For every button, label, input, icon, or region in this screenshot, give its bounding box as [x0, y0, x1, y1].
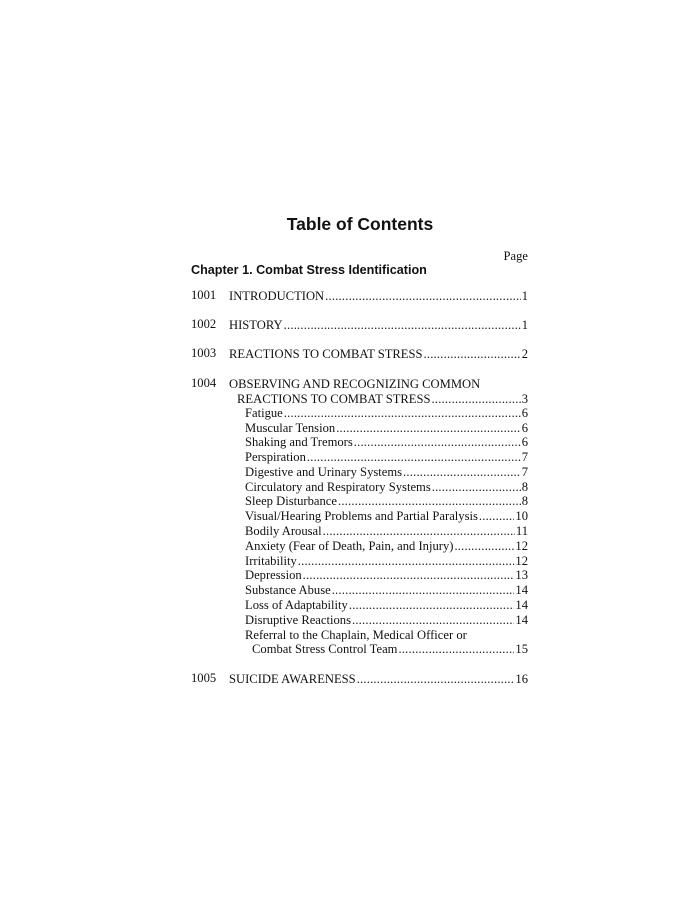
page-number: 8: [521, 494, 528, 508]
page-number: 10: [515, 509, 528, 523]
dot-leader: [303, 567, 515, 583]
entry-label-line2: REACTIONS TO COMBAT STRESS: [237, 392, 431, 406]
entry-label: REACTIONS TO COMBAT STRESS: [229, 347, 423, 361]
entry-label: SUICIDE AWARENESS: [229, 672, 356, 686]
subentry-sleep-disturbance[interactable]: [245, 493, 528, 509]
entry-label: INTRODUCTION: [229, 289, 325, 303]
page-number: 11: [515, 524, 528, 538]
page-number: 6: [521, 435, 528, 449]
subentry-label: Depression: [245, 568, 302, 582]
page-title: Table of Contents: [286, 214, 434, 234]
dot-leader: [357, 671, 515, 687]
page-number: 12: [515, 554, 528, 568]
page-number: 12: [515, 539, 528, 553]
section-number: 1005: [191, 671, 217, 685]
page-number: 3: [521, 392, 528, 406]
section-number: 1002: [191, 317, 217, 331]
subentry-label: Anxiety (Fear of Death, Pain, and Injury): [245, 539, 454, 553]
subentry-label: Loss of Adaptability: [245, 598, 348, 612]
page-number: 13: [515, 568, 528, 582]
dot-leader: [349, 597, 515, 613]
section-number: 1004: [191, 376, 217, 390]
page-number: 14: [515, 583, 528, 597]
section-number: 1001: [191, 288, 217, 302]
page-number: 15: [515, 642, 528, 656]
subentry-bodily-arousal[interactable]: [245, 523, 528, 539]
page-number: 1: [521, 289, 528, 303]
subentry-label: Bodily Arousal: [245, 524, 322, 538]
entry-label-line1: OBSERVING AND RECOGNIZING COMMON: [229, 377, 481, 391]
subentry-substance-abuse[interactable]: [245, 582, 528, 598]
subentry-label: Disruptive Reactions: [245, 613, 351, 627]
page-number: 16: [515, 672, 528, 686]
subentry-label-line2: Combat Stress Control Team: [252, 642, 398, 656]
dot-leader: [354, 434, 521, 450]
subentry-label: Irritability: [245, 554, 297, 568]
page-number: 14: [515, 598, 528, 612]
dot-leader: [398, 641, 514, 657]
page-number: 1: [521, 318, 528, 332]
page-number: 14: [515, 613, 528, 627]
chapter-heading: Chapter 1. Combat Stress Identification: [191, 263, 427, 277]
subentry-depression[interactable]: [245, 567, 528, 583]
subentry-visual-hearing[interactable]: [245, 508, 528, 524]
dot-leader: [307, 449, 521, 465]
subentry-label: Visual/Hearing Problems and Partial Paralysis: [245, 509, 478, 523]
dot-leader: [325, 288, 521, 304]
dot-leader: [332, 582, 515, 598]
subentry-label: Substance Abuse: [245, 583, 331, 597]
subentry-anxiety[interactable]: [245, 538, 528, 554]
page-number: 7: [521, 450, 528, 464]
dot-leader: [284, 405, 521, 421]
page-number: 7: [521, 465, 528, 479]
dot-leader: [338, 493, 521, 509]
dot-leader: [424, 346, 521, 362]
dot-leader: [284, 317, 521, 333]
page-number: 6: [521, 421, 528, 435]
subentry-digestive-urinary[interactable]: [245, 464, 528, 480]
dot-leader: [403, 464, 521, 480]
section-number: 1003: [191, 346, 217, 360]
subentry-label: Muscular Tension: [245, 421, 336, 435]
entry-label: HISTORY: [229, 318, 283, 332]
page-number: 8: [521, 480, 528, 494]
page-column-header: Page: [503, 249, 528, 263]
subentry-shaking-tremors[interactable]: [245, 434, 528, 450]
dot-leader: [479, 508, 515, 524]
dot-leader: [454, 538, 514, 554]
subentry-label: Fatigue: [245, 406, 283, 420]
subentry-label-line1: Referral to the Chaplain, Medical Officer or: [245, 628, 467, 642]
page-number: 2: [521, 347, 528, 361]
subentry-fatigue[interactable]: [245, 405, 528, 421]
subentry-label: Sleep Disturbance: [245, 494, 337, 508]
subentry-label: Circulatory and Respiratory Systems: [245, 480, 431, 494]
subentry-label: Perspiration: [245, 450, 306, 464]
subentry-perspiration[interactable]: [245, 449, 528, 465]
page-number: 6: [521, 406, 528, 420]
subentry-loss-adaptability[interactable]: [245, 597, 528, 613]
dot-leader: [323, 523, 515, 539]
subentry-disruptive-reactions[interactable]: [245, 612, 528, 628]
subentry-label: Digestive and Urinary Systems: [245, 465, 403, 479]
subentry-label: Shaking and Tremors: [245, 435, 353, 449]
dot-leader: [352, 612, 514, 628]
